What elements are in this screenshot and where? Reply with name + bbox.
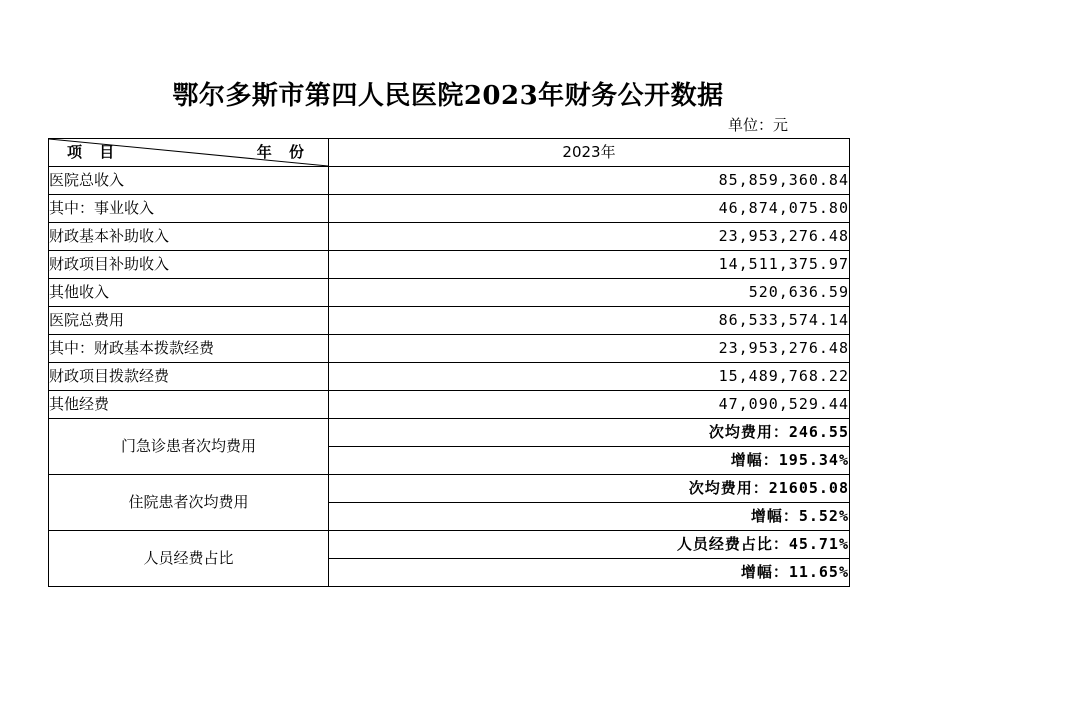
row-value: 520,636.59 [329, 279, 850, 307]
table-row [49, 391, 850, 419]
group-line2: 增幅：11.65% [329, 559, 850, 587]
group-label: 人员经费占比 [49, 531, 329, 587]
row-value: 23,953,276.48 [329, 335, 850, 363]
group-label: 住院患者次均费用 [49, 475, 329, 531]
header-year-label: 年 份 [256, 143, 310, 161]
row-label: 其中：事业收入 [49, 195, 329, 223]
table-row [49, 167, 850, 195]
group-line2: 增幅：195.34% [329, 447, 850, 475]
row-value: 86,533,574.14 [329, 307, 850, 335]
row-label: 其他经费 [49, 391, 329, 419]
table-row [49, 363, 850, 391]
page-title: 鄂尔多斯市第四人民医院2023年财务公开数据 [172, 81, 724, 111]
header-diagonal-cell [49, 139, 329, 167]
table-row [49, 307, 850, 335]
row-value: 23,953,276.48 [329, 223, 850, 251]
row-value: 14,511,375.97 [329, 251, 850, 279]
row-label: 其他收入 [49, 279, 329, 307]
group-line2: 增幅：5.52% [329, 503, 850, 531]
row-label: 医院总收入 [49, 167, 329, 195]
row-label: 财政基本补助收入 [49, 223, 329, 251]
row-value: 15,489,768.22 [329, 363, 850, 391]
group-row [49, 475, 850, 503]
finance-table [48, 138, 850, 587]
header-row [49, 139, 850, 167]
row-value: 85,859,360.84 [329, 167, 850, 195]
group-row [49, 531, 850, 559]
row-label: 财政项目补助收入 [49, 251, 329, 279]
row-label: 医院总费用 [49, 307, 329, 335]
table-row [49, 335, 850, 363]
table-row [49, 251, 850, 279]
header-year: 2023年 [329, 139, 850, 167]
group-row [49, 419, 850, 447]
row-value: 47,090,529.44 [329, 391, 850, 419]
table-row [49, 279, 850, 307]
header-item-label: 项 目 [67, 143, 121, 161]
group-line1: 次均费用：246.55 [329, 419, 850, 447]
row-label: 其中：财政基本拨款经费 [49, 335, 329, 363]
group-line1: 人员经费占比：45.71% [329, 531, 850, 559]
table-row [49, 195, 850, 223]
row-value: 46,874,075.80 [329, 195, 850, 223]
group-label: 门急诊患者次均费用 [49, 419, 329, 475]
row-label: 财政项目拨款经费 [49, 363, 329, 391]
unit-label: 单位：元 [728, 116, 789, 134]
group-line1: 次均费用：21605.08 [329, 475, 850, 503]
table-row [49, 223, 850, 251]
